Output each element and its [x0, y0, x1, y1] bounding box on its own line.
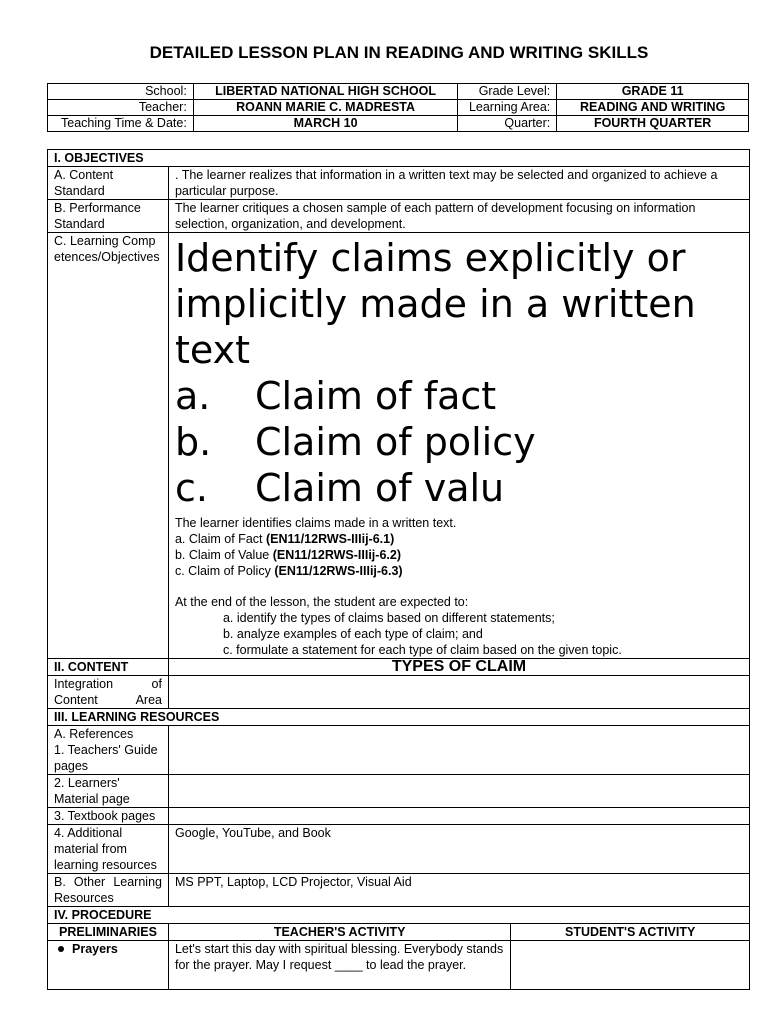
- other-resources-label: B. Other Learning Resources: [48, 874, 169, 907]
- other-resources-value: MS PPT, Laptop, LCD Projector, Visual Aid: [168, 874, 749, 907]
- textbook-label: 3. Textbook pages: [48, 808, 169, 825]
- references-value: [168, 726, 749, 775]
- objectives-heading: I. OBJECTIVES: [48, 150, 750, 167]
- competencies-label: C. Learning Competences/Objectives: [48, 233, 169, 659]
- school-label: School:: [48, 84, 194, 100]
- integration-value: [168, 676, 749, 709]
- grade-label: Grade Level:: [458, 84, 557, 100]
- code-b: b. Claim of Value (EN11/12RWS-IIIij-6.2): [174, 548, 401, 562]
- end-item-c: c. formulate a statement for each type of claim based on the given topic.: [222, 643, 622, 657]
- quarter-label: Quarter:: [458, 116, 557, 132]
- additional-value: Google, YouTube, and Book: [168, 825, 749, 874]
- area-value: READING AND WRITING: [557, 100, 749, 116]
- col-preliminaries: PRELIMINARIES: [48, 924, 169, 941]
- performance-standard-label: B. Performance Standard: [48, 200, 169, 233]
- end-item-b: b. analyze examples of each type of claim; and: [222, 627, 483, 641]
- time-label: Teaching Time & Date:: [48, 116, 194, 132]
- prayers-teacher-text: Let's start this day with spiritual blessing. Everybody stands for the prayer. May I request ____ to lead the prayer.: [168, 941, 510, 990]
- end-intro: At the end of the lesson, the student are expected to:: [174, 595, 469, 609]
- grade-value: GRADE 11: [557, 84, 749, 100]
- competency-main: Identify claims explicitly or implicitly made in a written text: [174, 236, 696, 372]
- resources-heading: III. LEARNING RESOURCES: [48, 709, 750, 726]
- learners-material-value: [168, 775, 749, 808]
- content-title: TYPES OF CLAIM: [168, 659, 749, 676]
- quarter-value: FOURTH QUARTER: [557, 116, 749, 132]
- bullet-icon: [58, 946, 64, 952]
- col-student-activity: STUDENT'S ACTIVITY: [511, 924, 750, 941]
- header-table: [47, 83, 749, 132]
- col-teacher-activity: TEACHER'S ACTIVITY: [168, 924, 510, 941]
- integration-label: Integration of Content Area: [48, 676, 169, 709]
- references-cell: [48, 726, 169, 775]
- procedure-heading: IV. PROCEDURE: [48, 907, 750, 924]
- area-label: Learning Area:: [458, 100, 557, 116]
- competency-item-a: a. Claim of fact: [174, 374, 497, 418]
- time-value: MARCH 10: [193, 116, 458, 132]
- learners-material-label: 2. Learners' Material page: [48, 775, 169, 808]
- identifies-intro: The learner identifies claims made in a written text.: [174, 516, 457, 530]
- teachers-guide-label: 1. Teachers' Guide pages: [54, 743, 158, 773]
- content-standard-label: A. Content Standard: [48, 167, 169, 200]
- prayers-student-text: [511, 941, 750, 990]
- additional-label: 4. Additional material from learning resources: [48, 825, 169, 874]
- end-item-a: a. identify the types of claims based on different statements;: [222, 611, 555, 625]
- prayers-label: Prayers: [72, 942, 118, 956]
- document-title: DETAILED LESSON PLAN IN READING AND WRITING SKILLS: [149, 43, 649, 62]
- references-label: A. References: [54, 727, 134, 741]
- content-standard-text: . The learner realizes that information in a written text may be selected and organized to achieve a particular purpose.: [168, 167, 749, 200]
- competencies-cell: [168, 233, 749, 659]
- prayers-cell: [48, 941, 169, 990]
- teacher-label: Teacher:: [48, 100, 194, 116]
- competency-item-c: c. Claim of valu: [174, 466, 505, 510]
- school-value: LIBERTAD NATIONAL HIGH SCHOOL: [193, 84, 458, 100]
- competency-item-b: b. Claim of policy: [174, 420, 536, 464]
- content-heading: II. CONTENT: [48, 659, 169, 676]
- teacher-value: ROANN MARIE C. MADRESTA: [193, 100, 458, 116]
- performance-standard-text: The learner critiques a chosen sample of each pattern of development focusing on information selection, organization, and development.: [168, 200, 749, 233]
- code-c: c. Claim of Policy (EN11/12RWS-IIIij-6.3): [174, 564, 403, 578]
- competency-big-text: [175, 233, 743, 511]
- textbook-value: [168, 808, 749, 825]
- code-a: a. Claim of Fact (EN11/12RWS-IIIij-6.1): [174, 532, 395, 546]
- lesson-table: [47, 149, 750, 990]
